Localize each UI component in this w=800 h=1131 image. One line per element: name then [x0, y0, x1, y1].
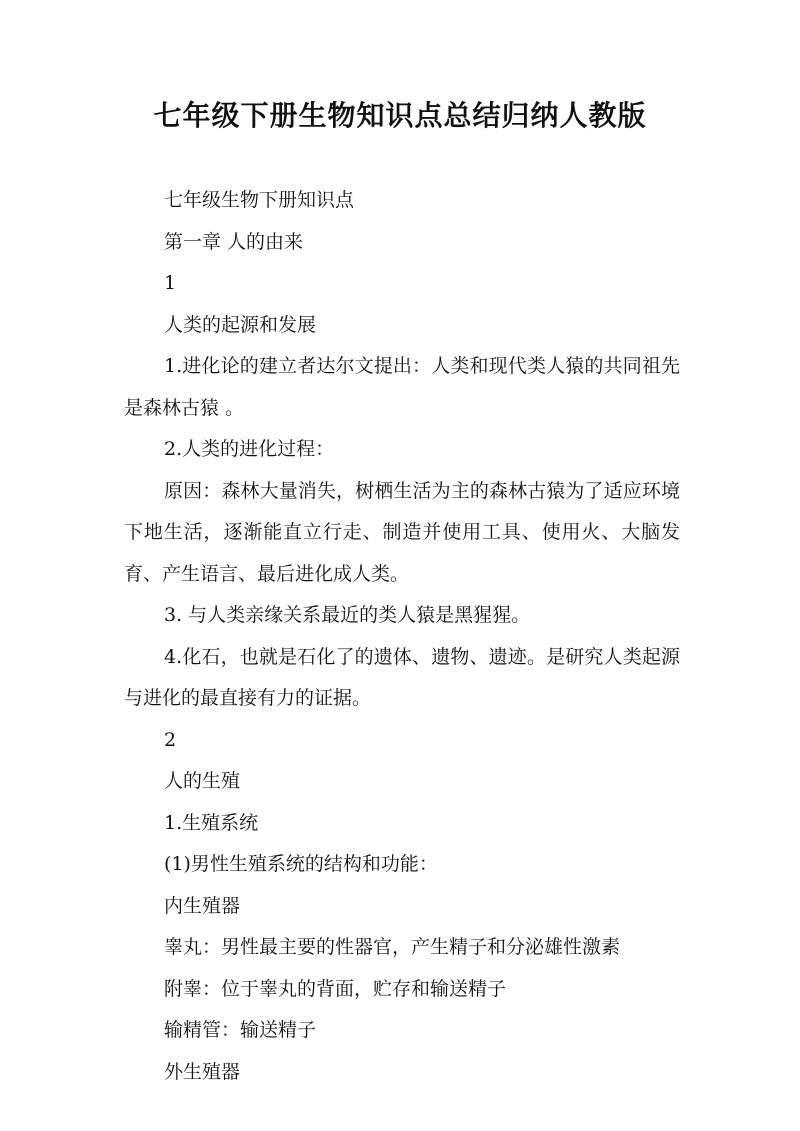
paragraph-subheading: (1)男性生殖系统的结构和功能：: [164, 853, 438, 875]
paragraph-organ-item: 附睾：位于睾丸的背面，贮存和输送精子: [164, 977, 507, 1000]
paragraph-organ-group: 外生殖器: [164, 1060, 241, 1083]
paragraph-section-number: 1: [164, 272, 177, 294]
paragraph-section-number: 2: [164, 728, 177, 751]
paragraph-point-1: 1.进化论的建立者达尔文提出：人类和现代类人猿的共同祖先是森林古猿 。: [124, 355, 680, 419]
paragraph-subheading: 1.生殖系统: [164, 811, 259, 834]
document-title: 七年级下册生物知识点总结归纳人教版: [153, 99, 647, 132]
paragraph-reason: 原因：森林大量消失，树栖生活为主的森林古猿为了适应环境下地生活，逐渐能直立行走、制造并使用工具、使用火、大脑发育、产生语言、最后进化成人类。: [124, 479, 680, 585]
paragraph-subtitle: 七年级生物下册知识点: [164, 189, 355, 211]
paragraph-organ-item: 睾丸：男性最主要的性器官，产生精子和分泌雄性激素: [164, 936, 621, 958]
paragraph-organ-item: 输精管：输送精子: [164, 1019, 317, 1041]
paragraph-point-3: 3. 与人类亲缘关系最近的类人猿是黑猩猩。: [164, 604, 531, 626]
paragraph-section-heading: 人类的起源和发展: [164, 313, 317, 336]
paragraph-point-2: 2.人类的进化过程：: [164, 438, 335, 460]
paragraph-point-4: 4.化石，也就是石化了的遗体、遗物、遗迹。是研究人类起源与进化的最直接有力的证据。: [124, 645, 680, 709]
paragraph-section-heading: 人的生殖: [164, 770, 241, 792]
document-body: [124, 180, 680, 1093]
paragraph-chapter-heading: 第一章 人的由来: [164, 230, 304, 253]
paragraph-organ-group: 内生殖器: [164, 894, 241, 917]
